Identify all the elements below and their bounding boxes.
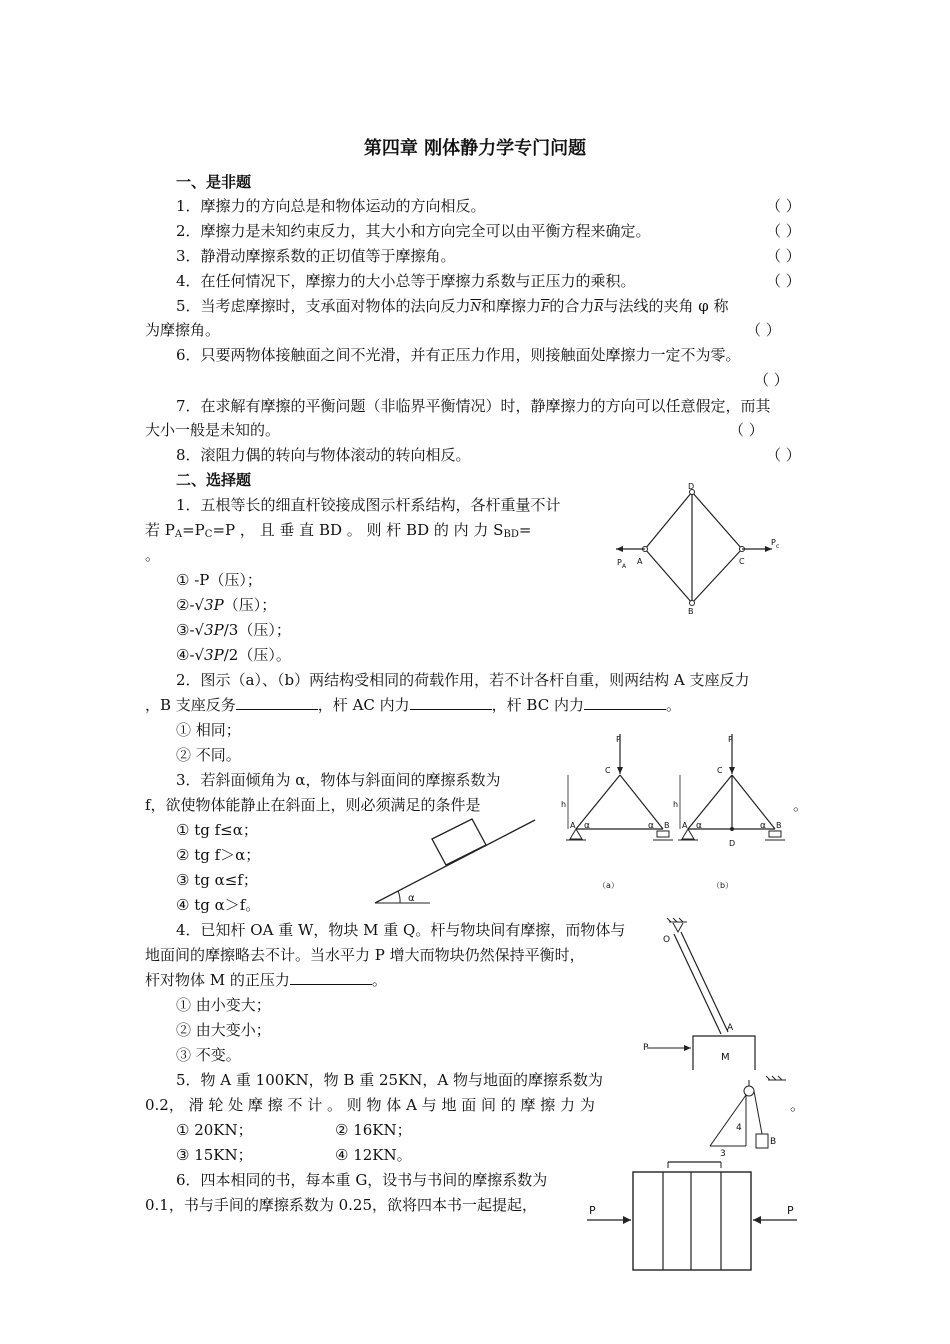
label-a: A — [727, 1023, 734, 1033]
tf-item-8: 8．滚阻力偶的转向与物体滚动的转向相反。 — [176, 446, 471, 464]
tf-answer-4[interactable]: （ ） — [766, 272, 801, 290]
rod-oa-edge-1 — [674, 934, 721, 1034]
mc-q2-text-b: ，杆 AC 内力 — [317, 696, 410, 714]
mc-q2-blank-ac-force[interactable] — [410, 695, 492, 710]
load-pa-arrowhead — [616, 546, 623, 552]
rod-block-diagram — [635, 918, 775, 1078]
mc-q3-line2-end: 。 — [793, 796, 809, 814]
label-p-a: P — [616, 735, 621, 744]
force-p-left-arrowhead — [623, 1216, 631, 1224]
book-stack — [633, 1172, 751, 1270]
label-m: M — [721, 1052, 730, 1063]
mc-q1-option-2-math: √3P — [194, 596, 224, 614]
mc-q2-blank-b-reaction[interactable] — [236, 695, 318, 710]
label-c: C — [739, 557, 745, 566]
tf-answer-7[interactable]: （ ） — [729, 421, 764, 439]
block-on-incline — [432, 819, 486, 865]
truss-diagram — [610, 480, 800, 620]
label-h-b: h — [673, 800, 679, 809]
mc-q1-option-4-math: √3P — [194, 646, 224, 664]
mc-q1-option-2[interactable] — [176, 595, 276, 615]
label-c-a: C — [605, 766, 611, 775]
force-p-arrowhead — [684, 1045, 691, 1051]
label-p-right: P — [787, 1204, 794, 1217]
mc-q4-line3 — [145, 970, 387, 990]
pivot-o — [673, 923, 683, 932]
mc-q1-option-3-math: √3P — [194, 621, 224, 639]
label-p: P — [643, 1043, 649, 1053]
normal-force-symbol: $\overline{N}$ — [470, 300, 482, 314]
books-diagram — [585, 1156, 805, 1276]
mc-q5-line1: 5．物 A 重 100KN，物 B 重 25KN，A 物与地面的摩擦系数为 — [176, 1071, 603, 1089]
mc-q1-option-2-tail: （压）； — [223, 596, 277, 614]
mc-q2-line2 — [145, 695, 681, 715]
mc-q4-option-1[interactable]: ① 由小变大； — [176, 996, 271, 1014]
label-alpha-a-right: α — [648, 821, 654, 831]
mc-q1-sub-a: A — [174, 529, 183, 540]
mc-q2-text-d: 。 — [665, 696, 681, 714]
mc-q1-option-1[interactable]: ① -P（压）； — [176, 571, 262, 589]
mc-q5-option-4[interactable]: ④ 12KN。 — [335, 1146, 412, 1164]
label-a: A — [637, 557, 643, 566]
label-alpha-b-left: α — [696, 821, 702, 831]
tf-item-7-line2: 大小一般是未知的。 — [145, 421, 281, 439]
label-h-a: h — [561, 800, 567, 809]
tf-item-6: 6．只要两物体接触面之间不光滑，并有正压力作用，则接触面处摩擦力一定不为零。 — [176, 346, 741, 364]
label-a-b: A — [682, 821, 688, 830]
label-b-b: B — [776, 821, 782, 830]
mc-q4-option-3[interactable]: ③ 不变。 — [176, 1046, 241, 1064]
caption-a: （a） — [598, 881, 619, 890]
mc-q1-line2 — [145, 520, 531, 545]
mc-q5-option-2[interactable]: ② 16KN； — [335, 1121, 412, 1139]
tf-item-4: 4．在任何情况下，摩擦力的大小总等于摩擦力系数与正压力的乘积。 — [176, 272, 636, 290]
mc-q2-line1: 2．图示（a）、（b）两结构受相同的荷载作用，若不计各杆自重，则两结构 A 支座反力 — [176, 671, 750, 689]
ceiling-hatch — [667, 918, 683, 922]
friction-force-symbol: $\overline{F}$ — [541, 300, 550, 314]
label-4: 4 — [736, 1123, 742, 1133]
truss-structures-a-b — [560, 728, 795, 898]
load-p-a-arrowhead — [617, 767, 623, 774]
label-pc: P — [771, 538, 776, 547]
mc-q1-option-4-tail: /2（压）。 — [223, 646, 291, 664]
mc-q5-line2: 0.2， 滑 轮 处 摩 擦 不 计 。 则 物 体 A 与 地 面 间 的 摩 擦 力 为 — [145, 1096, 595, 1114]
mc-q1-option-3-tail: /3（压）； — [223, 621, 291, 639]
label-b: B — [770, 1137, 777, 1147]
mc-q2-blank-bc-force[interactable] — [584, 695, 666, 710]
label-3: 3 — [720, 1149, 726, 1159]
mc-q4-line1: 4．已知杆 OA 重 W，物块 M 重 Q。杆与物块间有摩擦，而物体与 — [176, 921, 626, 939]
pulley-diagram — [690, 1076, 800, 1158]
mc-q4-text-b: 。 — [371, 971, 387, 989]
mc-q3-option-4[interactable]: ④ tg α＞f。 — [176, 896, 261, 914]
bar-dc — [692, 492, 742, 549]
mc-q1-option-4[interactable] — [176, 645, 291, 665]
joint-d-b — [730, 827, 734, 831]
roller-b-b — [769, 831, 781, 837]
mc-q1-option-3[interactable] — [176, 620, 291, 640]
label-b: B — [688, 607, 694, 616]
mc-q1-option-2-num: ②- — [176, 596, 195, 614]
tf-item-3: 3．静滑动摩擦系数的正切值等于摩擦角。 — [176, 247, 456, 265]
rod-oa-edge-2 — [681, 932, 728, 1032]
load-p-b-arrowhead — [729, 767, 735, 774]
support-a-b — [682, 829, 694, 839]
tf-item-7: 7．在求解有摩擦的平衡问题（非临界平衡情况）时，静摩擦力的方向可以任意假定，而其 — [176, 397, 771, 415]
mc-q1-option-4-num: ④- — [176, 646, 195, 664]
label-alpha: α — [408, 893, 415, 904]
mc-q1-text-d: = — [518, 521, 532, 539]
tf-item-5 — [176, 296, 729, 317]
mc-q1-sub-bd: BD — [503, 529, 519, 540]
pulley-ceiling-hatch — [766, 1076, 782, 1080]
mc-q1-option-3-num: ③- — [176, 621, 195, 639]
tf-answer-8[interactable]: （ ） — [766, 446, 801, 464]
section-heading-true-false: 一、是非题 — [176, 173, 252, 191]
section-heading-multiple-choice: 二、选择题 — [176, 471, 252, 489]
mc-q1-text-b: =P — [182, 521, 205, 539]
mc-q5-option-3[interactable]: ③ 15KN； — [176, 1146, 253, 1164]
mc-q4-option-2[interactable]: ② 由大变小； — [176, 1021, 271, 1039]
mc-q6-line2: 0.1，书与手间的摩擦系数为 0.25，欲将四本书一起提起， — [145, 1196, 538, 1214]
joint-b — [690, 601, 695, 606]
resultant-force-symbol: $\overline{R}$ — [594, 300, 604, 314]
label-d: D — [688, 482, 695, 491]
label-pc-sub: c — [776, 543, 780, 550]
bar-da — [645, 492, 692, 549]
mc-q1-text-a: 若 P — [145, 521, 175, 539]
mc-q2-option-2[interactable]: ② 不同。 — [176, 746, 241, 764]
tf-answer-3[interactable]: （ ） — [766, 247, 801, 265]
mc-q1-line3: 。 — [145, 546, 161, 564]
label-o: O — [663, 935, 671, 945]
tf-answer-5[interactable]: （ ） — [746, 321, 781, 339]
mc-q4-text-a: 杆对物体 M 的正压力 — [145, 971, 290, 989]
tf-item-2: 2．摩擦力是未知约束反力，其大小和方向完全可以由平衡方程来确定。 — [176, 222, 651, 240]
tf-item-5-part-b: 和摩擦力 — [481, 297, 542, 315]
rope-to-a — [710, 1095, 746, 1146]
support-a-a — [570, 829, 582, 839]
mc-q4-blank[interactable] — [290, 970, 372, 985]
bar-ac-a — [576, 775, 620, 829]
mc-q5-line2-end: 。 — [790, 1096, 806, 1114]
mc-q2-text-c: ，杆 BC 内力 — [491, 696, 584, 714]
mc-q3-line2: f，欲使物体能静止在斜面上，则必须满足的条件是 — [145, 796, 481, 814]
bar-bc-a — [620, 775, 663, 829]
tf-item-5-line2: 为摩擦角。 — [145, 321, 221, 339]
label-b-a: B — [664, 821, 670, 830]
label-c-b: C — [717, 766, 723, 775]
mc-q1-sub-c: C — [204, 529, 213, 540]
force-p-right-arrowhead — [753, 1216, 761, 1224]
mc-q2-option-1[interactable]: ① 相同； — [176, 721, 241, 739]
mc-q3-line1: 3．若斜面倾角为 α，物体与斜面间的摩擦系数为 — [176, 771, 501, 789]
tf-item-5-part-a: 5．当考虑摩擦时，支承面对物体的法向反力 — [176, 297, 471, 315]
tf-item-5-part-d: 与法线的夹角 φ 称 — [603, 297, 729, 315]
tf-answer-1[interactable]: （ ） — [766, 197, 801, 215]
bar-cb — [692, 549, 742, 603]
label-alpha-b-right: α — [760, 821, 766, 831]
bar-ab — [645, 549, 692, 603]
tf-item-1: 1．摩擦力的方向总是和物体运动的方向相反。 — [176, 197, 486, 215]
tf-answer-6[interactable]: （ ） — [754, 371, 789, 389]
label-pa-sub: A — [622, 563, 627, 570]
page-title: 第四章 刚体静力学专门问题 — [363, 138, 587, 159]
mc-q4-line2: 地面间的摩擦略去不计。当水平力 P 增大而物块仍然保持平衡时， — [145, 946, 585, 964]
label-a-a: A — [570, 821, 576, 830]
pulley-wheel — [744, 1086, 754, 1096]
roller-b-a — [657, 831, 669, 837]
mc-q3-option-2[interactable]: ② tg f＞α； — [176, 846, 261, 864]
rope-to-b — [754, 1091, 762, 1134]
weight-b — [756, 1134, 768, 1148]
incline-diagram — [370, 815, 540, 910]
caption-b: （b） — [712, 881, 734, 890]
mc-q3-option-3[interactable]: ③ tg α≤f； — [176, 871, 258, 889]
angle-arc — [398, 891, 400, 903]
bar-bc-b — [732, 775, 775, 829]
label-p-left: P — [589, 1204, 596, 1217]
label-d-b: D — [729, 839, 736, 848]
mc-q3-option-1[interactable]: ① tg f≤α； — [176, 821, 258, 839]
mc-q1-line1: 1．五根等长的细直杆铰接成图示杆系结构，各杆重量不计 — [176, 496, 561, 514]
mc-q2-text-a: ，B 支座反务 — [145, 696, 236, 714]
mc-q1-text-c: =P ， 且 垂 直 BD 。 则 杆 BD 的 内 力 S — [212, 521, 504, 539]
label-p-b: P — [728, 735, 733, 744]
mc-q5-option-1[interactable]: ① 20KN； — [176, 1121, 253, 1139]
label-alpha-a-left: α — [584, 821, 590, 831]
bar-ac-b — [688, 775, 732, 829]
label-pa: P — [617, 558, 622, 567]
tf-item-5-part-c: 的合力 — [549, 297, 595, 315]
tf-answer-2[interactable]: （ ） — [766, 222, 801, 240]
mc-q6-line1: 6．四本相同的书，每本重 G，设书与书间的摩擦系数为 — [176, 1171, 548, 1189]
